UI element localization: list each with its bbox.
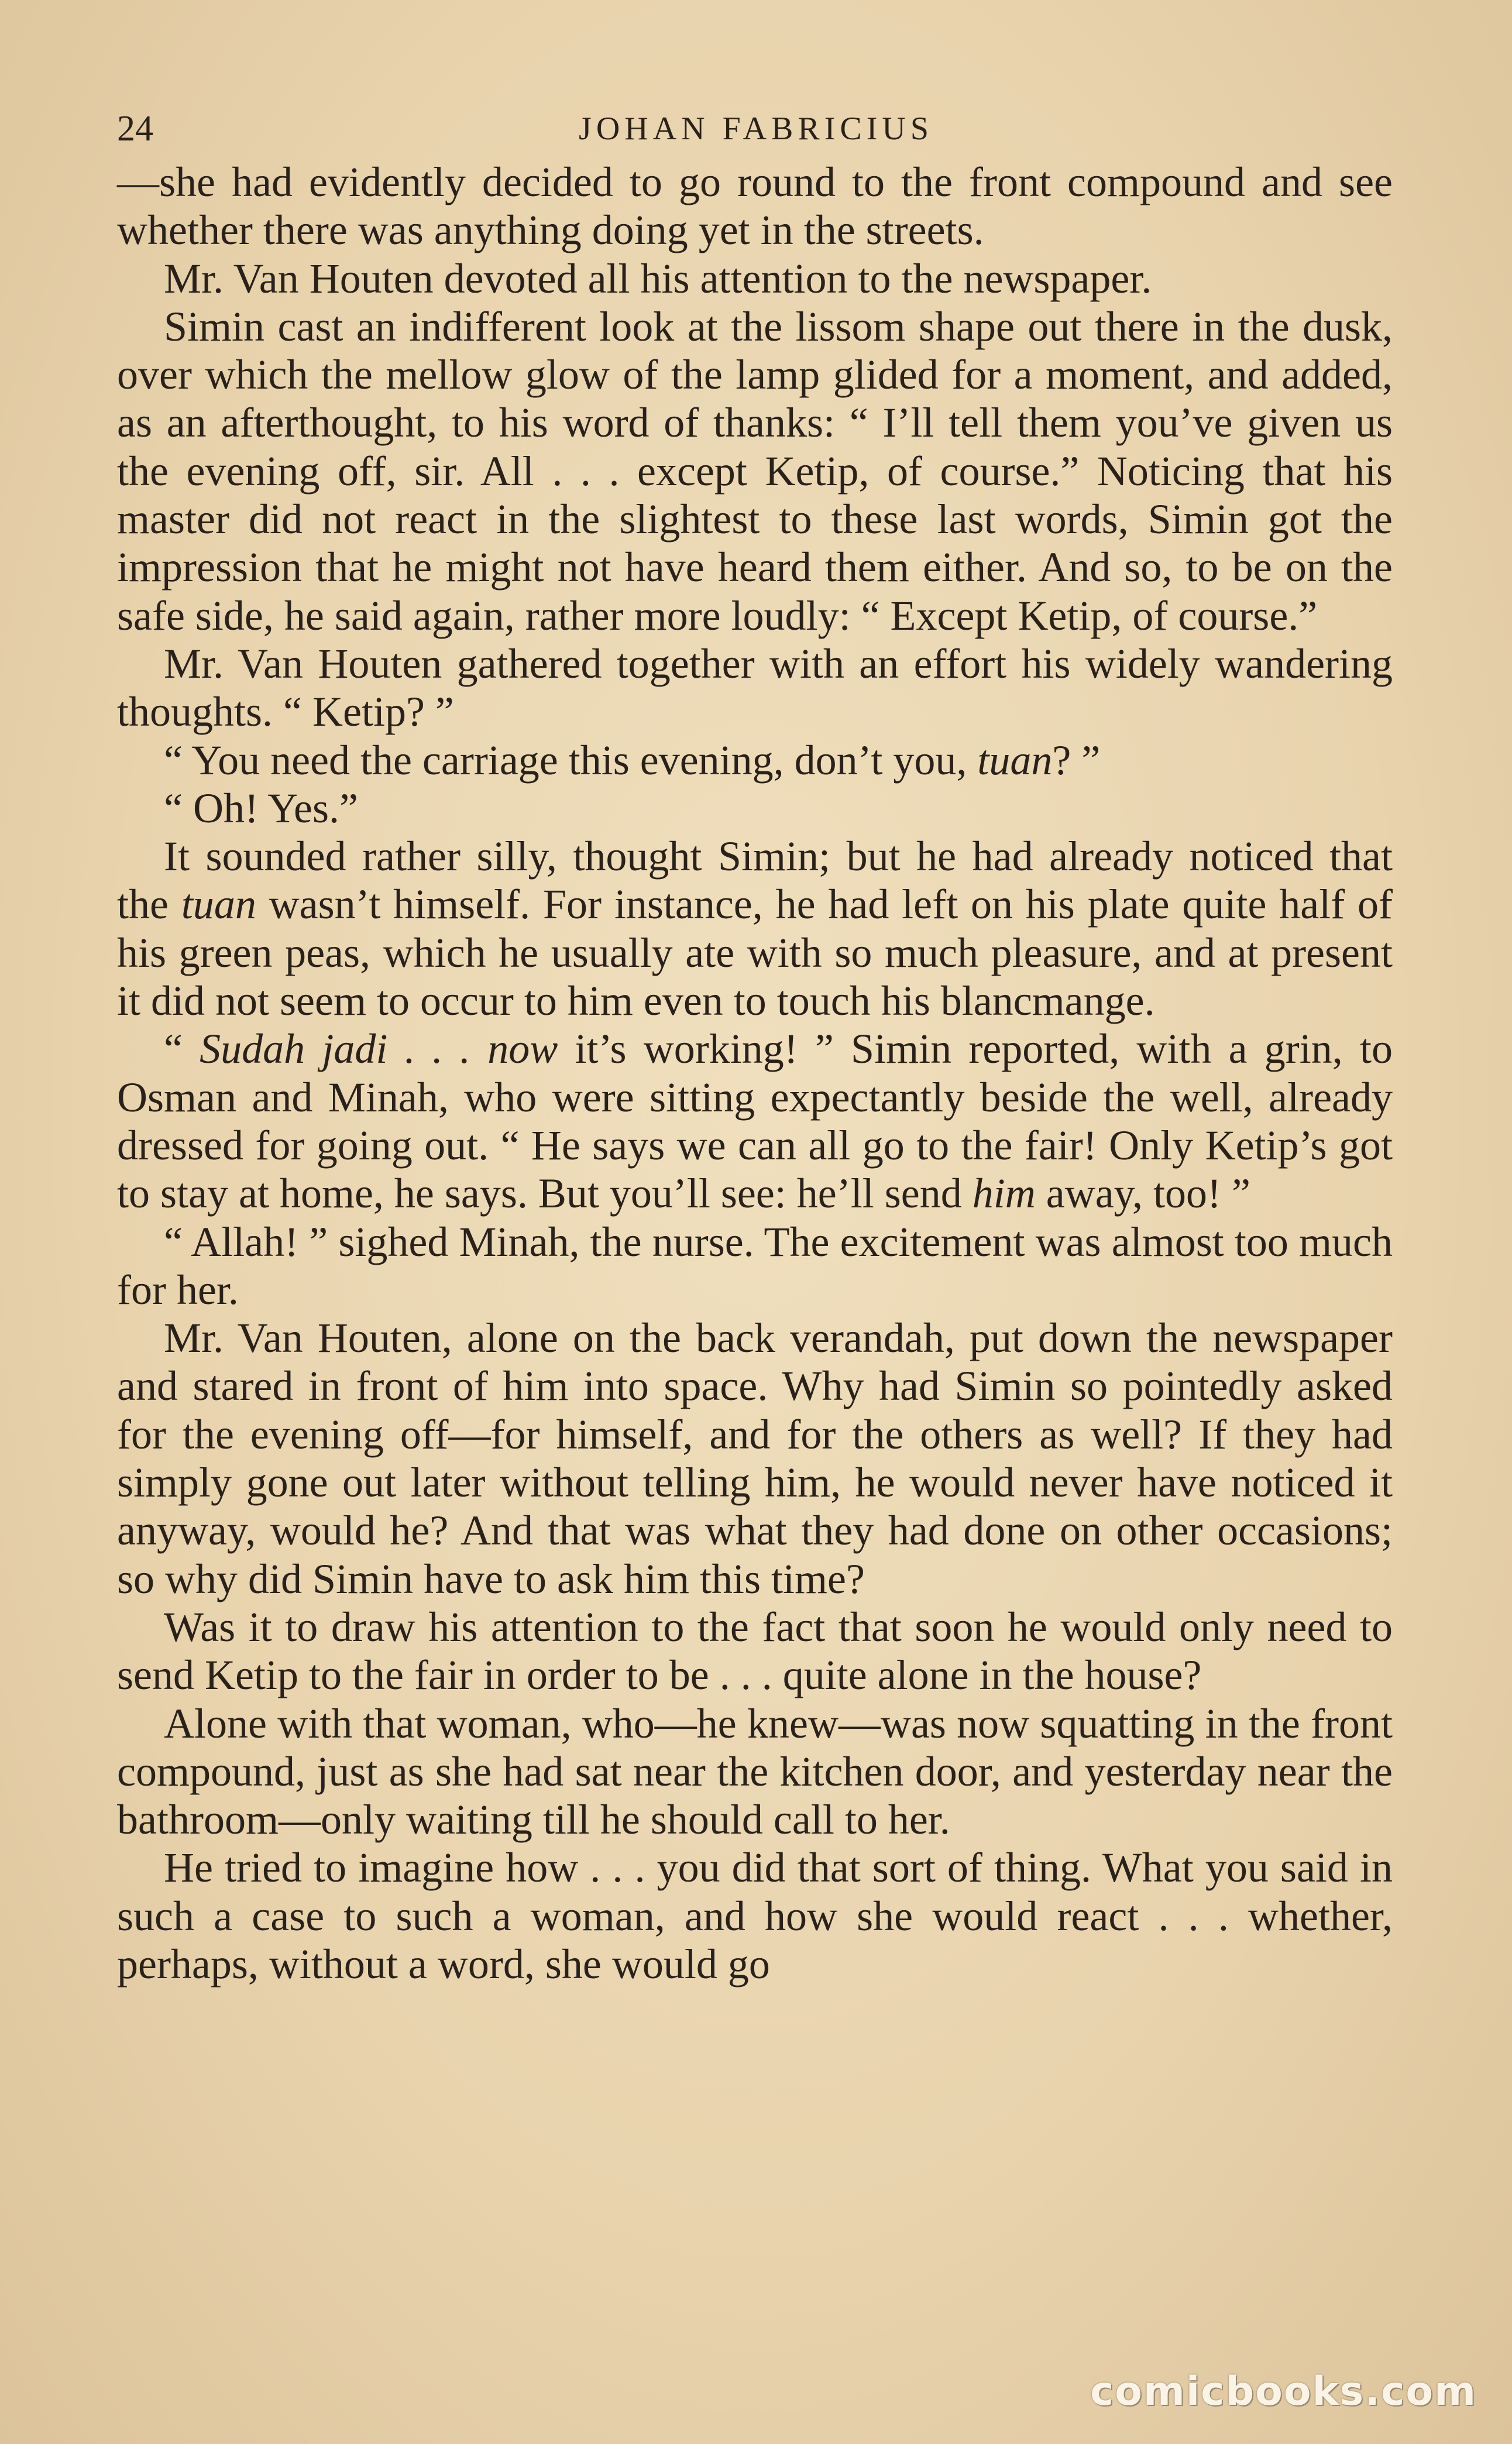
paragraph <box>117 1844 1393 1988</box>
text-run: Mr. Van Houten, alone on the back verandah, put down the newspaper and stared in front of him into space. Why had Simin so pointedly asked for the evening off—for himself, and for the others as well? If they had simply gone out later without telling him, he would never have noticed it anyway, would he? And that was what they had done on other occasions; so why did Simin have to ask him this time? <box>117 1314 1393 1602</box>
text-run: it’s working! ” Simin reported, with a grin, to Osman and Minah, who were sitting expectantly beside the well, already dressed for going out. “ He says we can all go to the fair! Only Ketip’s got to stay at home, he says. But you’ll see: he’ll send <box>117 1025 1393 1217</box>
text-run: Alone with that woman, who—he knew—was now squatting in the front compound, just as she had sat near the kitchen door, and yesterday near the bathroom—only waiting till he should call to her. <box>117 1700 1393 1844</box>
text-run: Mr. Van Houten devoted all his attention to the newspaper. <box>164 255 1152 302</box>
text-run: “ You need the carriage this evening, don’t you, <box>164 736 978 784</box>
paragraph <box>117 640 1393 736</box>
paragraph <box>117 1025 1393 1217</box>
text-run: —she had evidently decided to go round to the front compound and see whether there was anything doing yet in the streets. <box>117 159 1393 254</box>
text-run: away, too! ” <box>1035 1170 1250 1217</box>
page-header <box>117 105 1395 152</box>
paragraph <box>117 158 1393 255</box>
text-run: He tried to imagine how . . . you did that sort of thing. What you said in such a case to such a woman, and how she would react . . . whether, perhaps, without a word, she would go <box>117 1844 1393 1988</box>
text-run: ? ” <box>1052 736 1101 784</box>
body-text <box>117 158 1393 1988</box>
running-title: JOHAN FABRICIUS <box>579 111 933 147</box>
italic-text: him <box>972 1170 1036 1217</box>
watermark: comicbooks.com <box>1090 2369 1477 2415</box>
text-run: wasn’t himself. For instance, he had left on his plate quite half of his green peas, which he usually ate with so much pleasure, and at present it did not seem to occur to him even to touch his blancmange. <box>117 881 1393 1025</box>
paragraph <box>117 1218 1393 1314</box>
paragraph <box>117 255 1393 303</box>
page-number: 24 <box>117 109 153 149</box>
italic-text: tuan <box>181 881 256 928</box>
text-run: “ Allah! ” sighed Minah, the nurse. The excitement was almost too much for her. <box>117 1218 1393 1313</box>
paragraph <box>117 736 1393 784</box>
paragraph <box>117 1700 1393 1844</box>
italic-text: Sudah jadi . . . now <box>200 1025 558 1073</box>
italic-text: tuan <box>977 736 1053 784</box>
paragraph <box>117 303 1393 640</box>
text-run: Mr. Van Houten gathered together with an effort his widely wandering thoughts. “ Ketip? ” <box>117 640 1393 736</box>
paragraph <box>117 1603 1393 1700</box>
text-run: “ <box>164 1025 200 1073</box>
text-run: “ Oh! Yes.” <box>164 784 358 832</box>
text-run: Simin cast an indifferent look at the lissom shape out there in the dusk, over which the mellow glow of the lamp glided for a moment, and added, as an afterthought, to his word of thanks: “ I’ll tell them you’ve given us the evening off, sir. All . . . except Ketip, of course.” Noticing that his master did not react in the slightest to these last words, Simin got the impression that he might not have heard them either. And so, to be on the safe side, he said again, rather more loudly: “ Except Ketip, of course.” <box>117 303 1393 639</box>
paragraph <box>117 784 1393 832</box>
paragraph <box>117 832 1393 1025</box>
paragraph <box>117 1314 1393 1603</box>
text-run: Was it to draw his attention to the fact that soon he would only need to send Ketip to the fair in order to be . . . quite alone in the house? <box>117 1603 1393 1699</box>
text-run: It sounded rather silly, thought Simin; but he had already noticed that the <box>117 833 1393 928</box>
